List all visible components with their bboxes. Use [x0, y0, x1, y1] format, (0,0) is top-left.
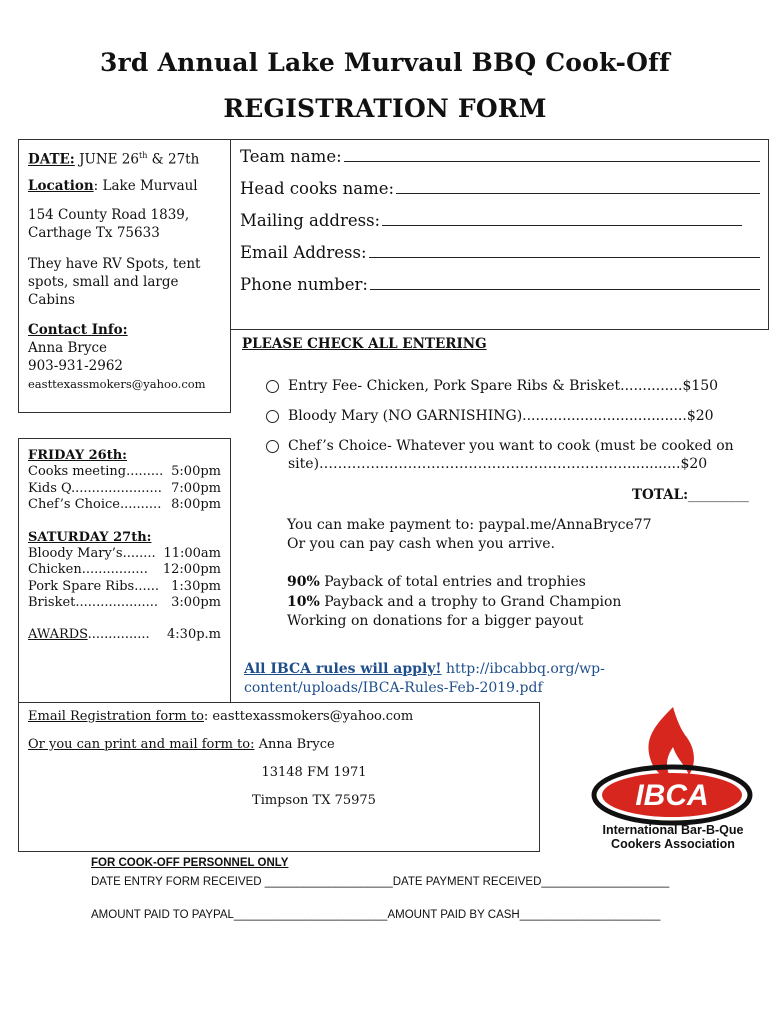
payback-info: 90% Payback of total entries and trophies 10% Payback and a trophy to Grand Champion Working on donations for a bigger payout	[287, 574, 622, 629]
schedule-item: Cooks meeting......... 5:00pm	[28, 464, 221, 479]
chefs-choice-option[interactable]: Chef’s Choice- Whatever you want to cook (must be cooked on site)…………………………………………………………............$20	[266, 437, 746, 473]
schedule-item: Kids Q...................... 7:00pm	[28, 480, 221, 496]
amount-cash-field[interactable]: AMOUNT PAID BY CASH______________________	[387, 909, 661, 921]
schedule-item: Brisket.................... 3:00pm	[28, 595, 221, 610]
payment-info: You can make payment to: paypal.me/AnnaBryce77 Or you can pay cash when you arrive.	[287, 517, 652, 552]
event-location: Location: Lake Murvaul	[28, 178, 198, 194]
lodging-note: They have RV Spots, tent spots, small and large Cabins	[28, 256, 201, 308]
mail-instructions-box	[18, 702, 540, 852]
rules-link[interactable]: All IBCA rules will apply! http://ibcabbq.org/wp- content/uploads/IBCA-Rules-Feb-2019.pdf	[244, 661, 605, 696]
event-date: DATE: JUNE 26th & 27th	[28, 151, 200, 168]
mailing-address-field[interactable]: Mailing address:	[240, 211, 742, 230]
event-address: 154 County Road 1839, Carthage Tx 75633	[28, 207, 190, 241]
office-row-1	[91, 876, 669, 888]
entry-fee-option[interactable]: Entry Fee- Chicken, Pork Spare Ribs & Brisket..............$150	[266, 377, 746, 395]
event-info-box	[18, 139, 231, 413]
ibca-logo-text: IBCA	[635, 779, 709, 812]
mail-city: Timpson TX 75975	[252, 793, 376, 808]
head-cook-name-field[interactable]: Head cooks name:	[240, 179, 760, 198]
radio-button[interactable]	[266, 380, 279, 393]
entries-heading: PLEASE CHECK ALL ENTERING	[242, 336, 487, 352]
radio-button[interactable]	[266, 440, 279, 453]
form-title: 3rd Annual Lake Murvaul BBQ Cook-Off	[99, 48, 671, 77]
phone-number-field[interactable]: Phone number:	[240, 275, 760, 294]
radio-button[interactable]	[266, 410, 279, 423]
form-subtitle: REGISTRATION FORM	[223, 94, 547, 123]
schedule-item: Bloody Mary’s........ 11:00am	[28, 545, 221, 561]
team-name-field[interactable]: Team name:	[240, 147, 760, 166]
date-payment-received-field[interactable]: DATE PAYMENT RECEIVED____________________	[392, 876, 670, 888]
saturday-heading: SATURDAY 27th:	[28, 529, 152, 545]
contact-email: easttexassmokers@yahoo.com	[28, 377, 206, 391]
total-field[interactable]: TOTAL:_________	[632, 487, 749, 503]
amount-paypal-field[interactable]: AMOUNT PAID TO PAYPAL________________________	[91, 909, 388, 921]
friday-heading: FRIDAY 26th:	[28, 448, 127, 463]
contact-info: Contact Info: Anna Bryce 903-931-2962 easttexassmokers@yahoo.com	[28, 322, 206, 391]
email-instruction: Email Registration form to: easttexassmokers@yahoo.com	[28, 709, 414, 724]
print-instruction: Or you can print and mail form to: Anna Bryce	[28, 737, 335, 752]
ibca-logo	[585, 703, 760, 853]
schedule-item: Chicken................ 12:00pm	[28, 562, 221, 577]
ibca-caption: International Bar-B-Que Cookers Association	[602, 823, 744, 851]
schedule-item: Chef’s Choice.......... 8:00pm	[28, 497, 221, 512]
awards-item: AWARDS............... 4:30p.m	[28, 626, 221, 642]
office-row-2	[91, 909, 660, 921]
office-heading: FOR COOK-OFF PERSONNEL ONLY	[91, 857, 289, 869]
mail-street: 13148 FM 1971	[261, 765, 367, 780]
schedule-item: Pork Spare Ribs...... 1:30pm	[28, 578, 221, 594]
schedule-box	[18, 438, 231, 703]
email-address-field[interactable]: Email Address:	[240, 243, 760, 262]
date-entry-received-field[interactable]: DATE ENTRY FORM RECEIVED ____________________	[91, 876, 393, 888]
registration-fields-box	[230, 139, 769, 330]
bloody-mary-option[interactable]: Bloody Mary (NO GARNISHING).....................................$20	[266, 407, 746, 425]
